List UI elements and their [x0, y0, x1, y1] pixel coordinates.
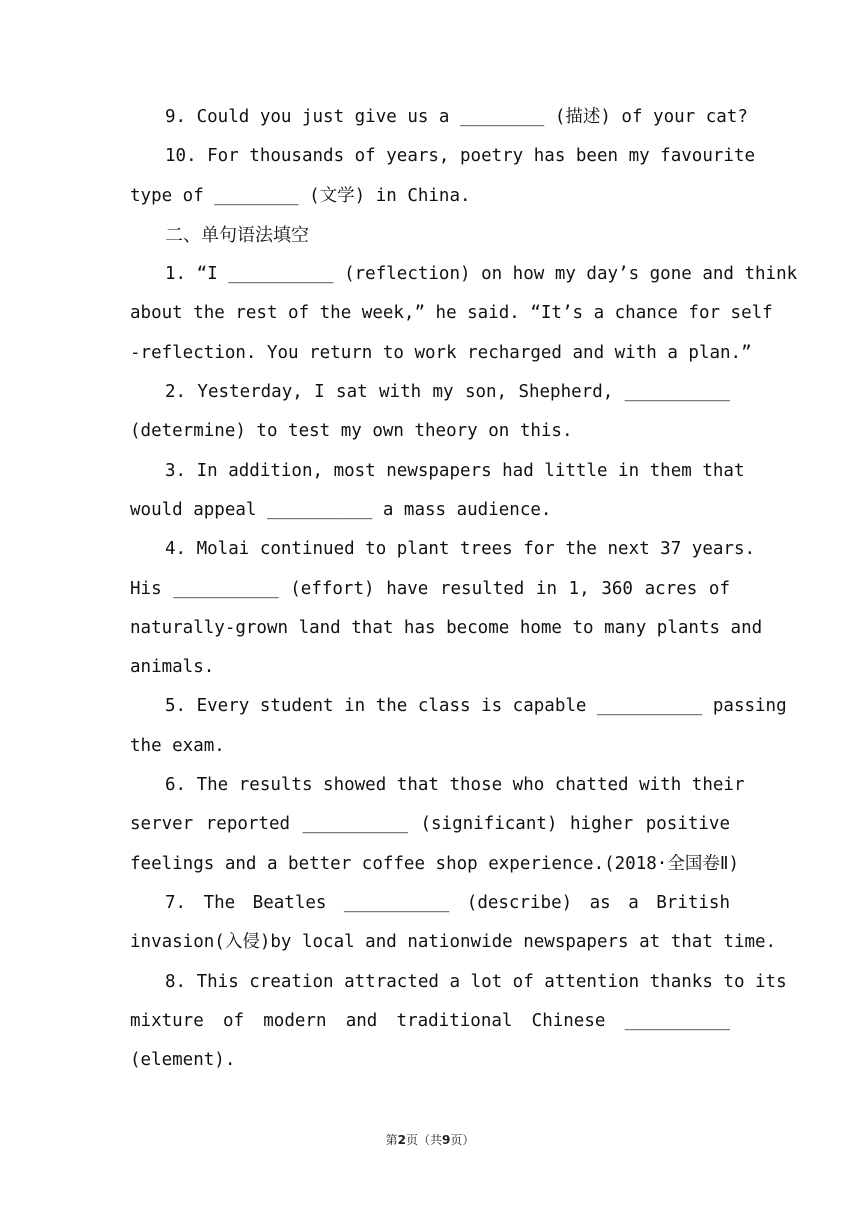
text-line: (determine) to test my own theory on this.	[130, 421, 573, 442]
text-line: the exam.	[130, 735, 225, 756]
text-line: 5. Every student in the class is capable __________ passing	[165, 696, 787, 717]
text-line: server reported __________ (significant) higher positive	[130, 814, 730, 835]
text-line: animals.	[130, 657, 215, 678]
section-heading: 二、单句语法填空	[165, 224, 309, 246]
total-pages: 9	[442, 1133, 451, 1147]
footer-suffix: 页）	[450, 1133, 475, 1147]
text-line: 4. Molai continued to plant trees for the next 37 years.	[165, 539, 756, 560]
text-line: 3. In addition, most newspapers had little in them that	[165, 460, 745, 481]
document-body	[130, 98, 798, 1080]
text-line: 10. For thousands of years, poetry has been my favourite	[165, 146, 756, 167]
text-line: naturally-grown land that has become home to many plants and	[130, 617, 763, 638]
text-line: invasion(入侵)by local and nationwide newspapers at that time.	[130, 932, 777, 953]
text-line: 8. This creation attracted a lot of attention thanks to its	[165, 971, 787, 992]
footer-prefix: 第	[385, 1133, 398, 1147]
text-line: mixture of modern and traditional Chinese __________	[130, 1010, 730, 1031]
text-line: about the rest of the week,” he said. “It’s a chance for self	[130, 303, 773, 324]
footer-middle: 页（共	[405, 1133, 442, 1147]
text-line: feelings and a better coffee shop experience.(2018·全国卷Ⅱ)	[130, 853, 739, 874]
text-line: 1. “I __________ (reflection) on how my day’s gone and think	[165, 264, 798, 285]
page-number: 2	[397, 1133, 406, 1147]
text-line: 9. Could you just give us a ________ (描述) of your cat?	[165, 107, 748, 127]
text-line: (element).	[130, 1050, 236, 1071]
text-line: His __________ (effort) have resulted in 1, 360 acres of	[130, 578, 730, 599]
text-line: 7. The Beatles __________ (describe) as a British	[165, 892, 730, 913]
page-footer	[0, 1131, 860, 1148]
text-line: 6. The results showed that those who chatted with their	[165, 775, 745, 796]
text-line: -reflection. You return to work recharged and with a plan.”	[130, 342, 752, 363]
text-line: would appeal __________ a mass audience.	[130, 499, 552, 520]
text-line: type of ________ (文学) in China.	[130, 185, 471, 206]
text-line: 2. Yesterday, I sat with my son, Shepherd, __________	[165, 382, 730, 403]
